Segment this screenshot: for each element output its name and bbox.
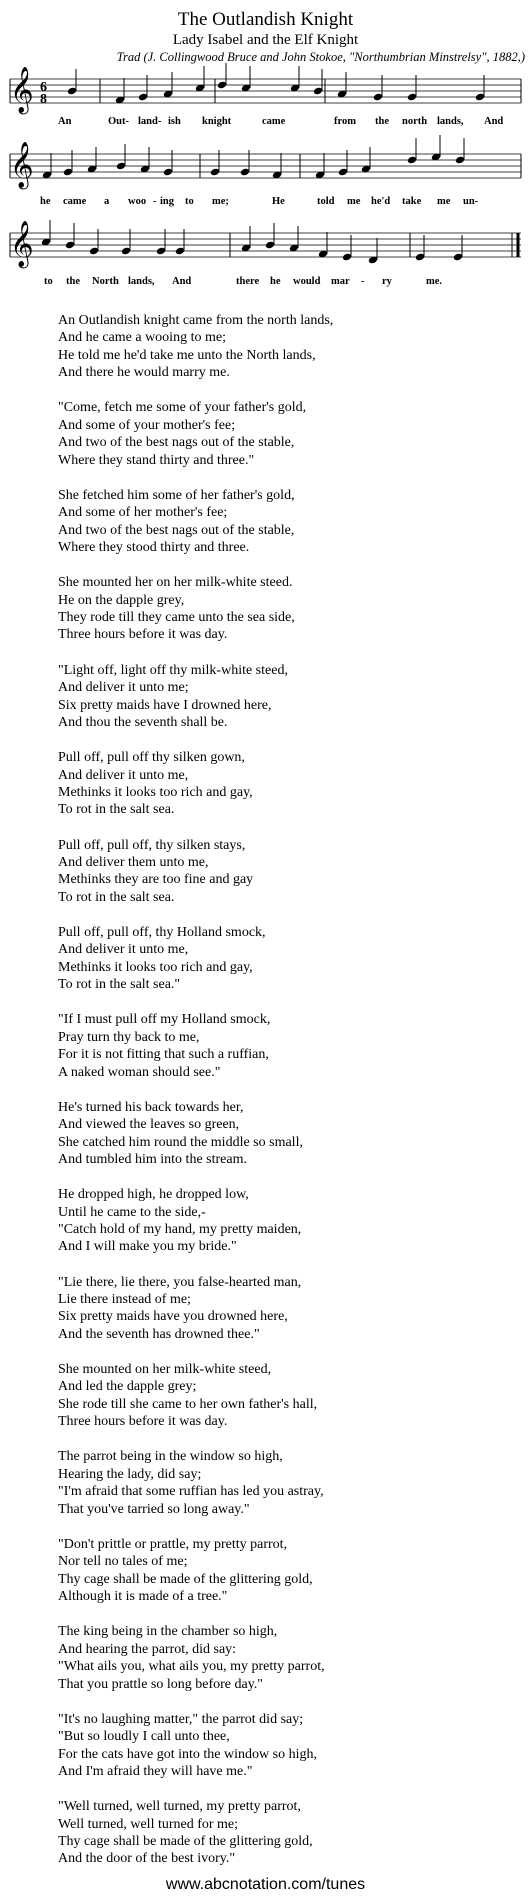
verse-line: "If I must pull off my Holland smock, — [58, 1012, 271, 1028]
verse-line: Where they stand thirty and three." — [58, 452, 255, 468]
lyric-syllable: me — [347, 196, 361, 207]
verse-line: Six pretty maids have you drowned here, — [58, 1309, 288, 1325]
verse-line: He's turned his back towards her, — [58, 1099, 244, 1115]
lyric-syllable: un- — [463, 196, 479, 207]
verse-line: And there he would marry me. — [58, 365, 230, 381]
lyric-line-1 — [58, 116, 503, 127]
lyric-syllable: lands, — [128, 276, 155, 287]
verse-line: Until he came to the side,- — [58, 1204, 206, 1220]
lyric-syllable: me; — [212, 196, 229, 207]
lyric-syllable: ry — [382, 276, 392, 287]
lyric-syllable: the — [375, 116, 389, 127]
lyric-line-3 — [44, 276, 442, 287]
verse-line: The parrot being in the window so high, — [58, 1449, 283, 1465]
lyric-syllable: a — [104, 196, 110, 207]
verse-line: And some of your mother's fee; — [58, 417, 236, 433]
verse-line: "But so loudly I call unto thee, — [58, 1729, 230, 1745]
verse-line: And deliver it unto me, — [58, 767, 189, 783]
lyric-syllable: me. — [426, 276, 443, 287]
lyric-syllable: ish — [168, 116, 181, 127]
lyric-syllable: - — [361, 276, 365, 287]
verse-line: That you've tarried so long away." — [58, 1501, 250, 1517]
verse-line: Pull off, pull off thy silken gown, — [58, 750, 245, 766]
lyric-syllable: he'd — [371, 196, 391, 207]
verse-line: "Catch hold of my hand, my pretty maiden, — [58, 1222, 302, 1238]
page-title: The Outlandish Knight — [177, 9, 354, 30]
svg-text:𝄞: 𝄞 — [10, 67, 34, 113]
lyric-syllable: land- — [138, 116, 162, 127]
verse-line: "Come, fetch me some of your father's gold, — [58, 400, 307, 416]
lyric-syllable: Out- — [108, 116, 129, 127]
verse-stanza — [58, 749, 518, 819]
verse-line: Three hours before it was day. — [58, 627, 228, 643]
lyric-line-2 — [40, 196, 479, 207]
verse-line: And two of the best nags out of the stable, — [58, 435, 295, 451]
lyric-syllable: North — [92, 276, 119, 287]
verse-line: She rode till she came to her own father's hall, — [58, 1396, 318, 1412]
verse-stanza — [58, 1186, 518, 1256]
verse-line: The king being in the chamber so high, — [58, 1624, 278, 1640]
time-signature-top: 6 — [40, 80, 47, 95]
verse-line: Six pretty maids have I drowned here, — [58, 697, 272, 713]
verse-stanza — [58, 924, 518, 994]
lyric-syllable: He — [272, 196, 285, 207]
verse-stanza — [58, 1274, 518, 1344]
verse-line: And the seventh has drowned thee." — [58, 1326, 260, 1342]
lyric-syllable: - — [153, 196, 157, 207]
notes — [41, 63, 485, 264]
verse-stanza — [58, 1623, 518, 1693]
verse-line: And viewed the leaves so green, — [58, 1117, 240, 1133]
verse-line: "What ails you, what ails you, my pretty parrot, — [58, 1659, 325, 1675]
verse-line: And the door of the best ivory." — [58, 1851, 236, 1867]
lyric-syllable: ing — [160, 196, 175, 207]
verse-line: Thy cage shall be made of the glittering gold, — [58, 1571, 313, 1587]
verse-stanza — [58, 574, 518, 644]
verse-line: To rot in the salt sea. — [58, 889, 175, 905]
song-verses — [58, 312, 518, 1886]
verse-stanza — [58, 1536, 518, 1606]
lyric-syllable: woo — [128, 196, 147, 207]
lyric-syllable: And — [172, 276, 192, 287]
lyric-syllable: And — [484, 116, 504, 127]
verse-line: And deliver it unto me, — [58, 942, 189, 958]
verse-line: "It's no laughing matter," the parrot did say; — [58, 1711, 304, 1727]
lyric-syllable: came — [63, 196, 87, 207]
lyric-syllable: north — [402, 116, 428, 127]
verse-line: And some of her mother's fee; — [58, 505, 228, 521]
lyric-syllable: to — [44, 276, 53, 287]
lyric-syllable: take — [402, 196, 422, 207]
verse-line: To rot in the salt sea. — [58, 802, 175, 818]
verse-line: Where they stood thirty and three. — [58, 540, 250, 556]
verse-line: A naked woman should see." — [58, 1064, 221, 1080]
lyric-syllable: would — [293, 276, 321, 287]
verse-line: And led the dapple grey; — [58, 1379, 197, 1395]
verse-line: They rode till they came unto the sea side, — [58, 610, 295, 626]
verse-stanza — [58, 399, 518, 469]
verse-stanza — [58, 662, 518, 732]
verse-line: He dropped high, he dropped low, — [58, 1187, 249, 1203]
verse-stanza — [58, 1011, 518, 1081]
verse-line: "Well turned, well turned, my pretty parrot, — [58, 1799, 301, 1815]
svg-text:𝄞: 𝄞 — [10, 142, 34, 188]
verse-line: Methinks they are too fine and gay — [58, 872, 254, 888]
verse-line: For the cats have got into the window so high, — [58, 1746, 317, 1762]
lyric-syllable: there — [236, 276, 260, 287]
lyric-syllable: he — [270, 276, 281, 287]
verse-line: And he came a wooing to me; — [58, 330, 226, 346]
verse-line: And tumbled him into the stream. — [58, 1152, 247, 1168]
verse-line: And deliver them unto me, — [58, 854, 209, 870]
verse-line: And I'm afraid they will have me." — [58, 1763, 253, 1779]
verse-stanza — [58, 1798, 518, 1868]
verse-line: She mounted on her milk-white steed, — [58, 1362, 272, 1378]
subtitle: Lady Isabel and the Elf Knight — [172, 32, 359, 48]
verse-line: Pray turn thy back to me, — [58, 1029, 200, 1045]
verse-line: Pull off, pull off, thy silken stays, — [58, 837, 246, 853]
lyric-syllable: told — [317, 196, 335, 207]
lyric-syllable: he — [40, 196, 51, 207]
verse-line: Nor tell no tales of me; — [58, 1554, 188, 1570]
staff-lines — [10, 79, 521, 257]
lyric-syllable: An — [58, 116, 72, 127]
lyric-syllable: knight — [202, 116, 232, 127]
verse-line: "Lie there, lie there, you false-hearted man, — [58, 1274, 302, 1290]
verse-line: For it is not fitting that such a ruffian, — [58, 1047, 269, 1063]
treble-clef-icon — [10, 67, 34, 269]
verse-stanza — [58, 837, 518, 907]
verse-line: She mounted her on her milk-white steed. — [58, 575, 293, 591]
verse-stanza — [58, 1361, 518, 1431]
lyric-syllable: to — [185, 196, 194, 207]
verse-line: Well turned, well turned for me; — [58, 1816, 239, 1832]
footer-url: www.abcnotation.com/tunes — [165, 1876, 366, 1893]
bar-lines — [10, 79, 521, 257]
verse-line: Lie there instead of me; — [58, 1292, 191, 1308]
verse-line: And two of the best nags out of the stable, — [58, 522, 295, 538]
verse-line: Three hours before it was day. — [58, 1414, 228, 1430]
verse-line: And hearing the parrot, did say: — [58, 1641, 237, 1657]
verse-line: That you prattle so long before day." — [58, 1676, 264, 1692]
lyric-syllable: lands, — [437, 116, 464, 127]
verse-line: She fetched him some of her father's gold, — [58, 487, 295, 503]
verse-line: Hearing the lady, did say; — [58, 1466, 202, 1482]
verse-line: He told me he'd take me unto the North lands, — [58, 347, 316, 363]
verse-stanza — [58, 487, 518, 557]
verse-line: Methinks it looks too rich and gay, — [58, 784, 253, 800]
verse-line: To rot in the salt sea." — [58, 977, 181, 993]
verse-line: "Light off, light off thy milk-white steed, — [58, 662, 288, 678]
lyric-syllable: from — [334, 116, 356, 127]
verse-line: Thy cage shall be made of the glittering gold, — [58, 1833, 313, 1849]
lyric-syllable: the — [66, 276, 80, 287]
svg-text:𝄞: 𝄞 — [10, 221, 34, 267]
verse-line: Methinks it looks too rich and gay, — [58, 959, 253, 975]
verse-stanza — [58, 1099, 518, 1169]
time-signature-bottom: 8 — [40, 92, 47, 107]
verse-line: "Don't prittle or prattle, my pretty parrot, — [58, 1536, 288, 1552]
verse-stanza — [58, 1448, 518, 1518]
lyric-syllable: came — [262, 116, 286, 127]
lyric-syllable: mar — [331, 276, 350, 287]
verse-line: "I'm afraid that some ruffian has led you astray, — [58, 1484, 324, 1500]
verse-line: Although it is made of a tree." — [58, 1589, 228, 1605]
verse-line: He on the dapple grey, — [58, 592, 185, 608]
verse-line: Pull off, pull off, thy Holland smock, — [58, 924, 266, 940]
lyric-syllable: me — [437, 196, 451, 207]
verse-line: She catched him round the middle so small, — [58, 1134, 303, 1150]
verse-stanza — [58, 312, 518, 382]
verse-line: And deliver it unto me; — [58, 680, 189, 696]
source-credit: Trad (J. Collingwood Bruce and John Stokoe, "Northumbrian Minstrelsy", 1882,) — [116, 50, 525, 64]
verse-stanza — [58, 1711, 518, 1781]
verse-line: And I will make you my bride." — [58, 1239, 237, 1255]
music-score — [0, 0, 531, 300]
verse-line: An Outlandish knight came from the north lands, — [58, 313, 334, 328]
verse-line: And thou the seventh shall be. — [58, 714, 228, 730]
